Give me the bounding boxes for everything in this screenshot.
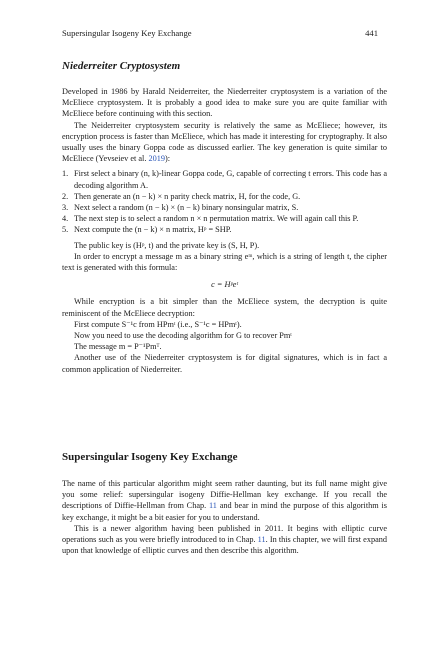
chapter-link[interactable]: 11 (257, 535, 266, 545)
section-heading-supersingular: Supersingular Isogeny Key Exchange (62, 451, 238, 463)
page-number: 441 (365, 28, 378, 38)
running-head-title: Supersingular Isogeny Key Exchange (62, 28, 192, 38)
paragraph: Another use of the Niederreiter cryptosystem is for digital signatures, which is in fact a common application of Niederreiter. (62, 353, 387, 374)
paragraph: In order to encrypt a message m as a binary string eᵐ, which is a string of length t, the cipher text is generated with this formula: (62, 251, 387, 273)
list-item: 5. Next compute the (n − k) × n matrix, Hᵖ = SHP. (62, 225, 232, 235)
section-supersingular-body (62, 478, 387, 556)
running-head (62, 28, 378, 38)
paragraph: The name of this particular algorithm might seem rather daunting, but its full name might give you some relief: supersingular isogeny Diffie-Hellman key exchange. If you recall the descriptions of Diffie-Hellman from Chap. 11 and bear in mind the purpose of this algorithm is key exchange, it might be a bit easier for you to understand. (62, 479, 387, 522)
chapter-link[interactable]: 11 (208, 501, 217, 511)
paragraph: Developed in 1986 by Harald Neiderreiter, the Niederreiter cryptosystem is a variation of the McEliece cryptosystem. It is probably a good idea to make sure you are quite familiar with McEliece before continuing with this section. (62, 87, 387, 119)
paragraph: While encryption is a bit simpler than the McEliece system, the decryption is quite reminiscent of the McEliece decryption: (62, 297, 387, 318)
list-item: 4. The next step is to select a random n × n permutation matrix. We will again call this P. (62, 214, 359, 224)
list-item: 1. First select a binary (n, k)-linear Goppa code, G, capable of correcting t errors. This code has a decoding algorithm A. (62, 169, 387, 190)
list-item: 2. Then generate an (n − k) × n parity check matrix, H, for the code, G. (62, 191, 301, 201)
list-item: 3. Next select a random (n − k) × (n − k) binary nonsingular matrix, S. (62, 203, 299, 213)
paragraph: The Neiderreiter cryptosystem security is relatively the same as McEliece; however, its encryption process is faster than McEliece, which has made it interesting for cryptography. It also usually uses the binary Goppa code as discussed earlier. The key generation is quite similar to McEliece (Yevseiev et al. 2019): (62, 120, 387, 164)
encryption-formula: c = Hᵖeᵗ (211, 280, 238, 290)
section-heading-niederreiter: Niederreiter Cryptosystem (62, 60, 181, 72)
paragraph: This is a newer algorithm having been published in 2011. It begins with elliptic curve operations such as you were briefly introduced to in Chap. 11. In this chapter, we will first expand upon that knowledge of elliptic curves and then describe this algorithm. (62, 523, 387, 556)
paragraph: The public key is (Hᵖ, t) and the private key is (S, H, P). (74, 240, 260, 250)
decrypt-step: The message m = P⁻¹Pmᵀ. (74, 342, 162, 352)
key-generation-steps (62, 168, 387, 235)
section-niederreiter-body (62, 86, 387, 375)
citation-link[interactable]: 2019 (148, 154, 165, 164)
decrypt-step: First compute S⁻¹c from HPmᵗ (i.e., S⁻¹c = HPmᵗ). (74, 319, 242, 329)
decrypt-step: Now you need to use the decoding algorithm for G to recover Pmᵗ (74, 331, 292, 341)
